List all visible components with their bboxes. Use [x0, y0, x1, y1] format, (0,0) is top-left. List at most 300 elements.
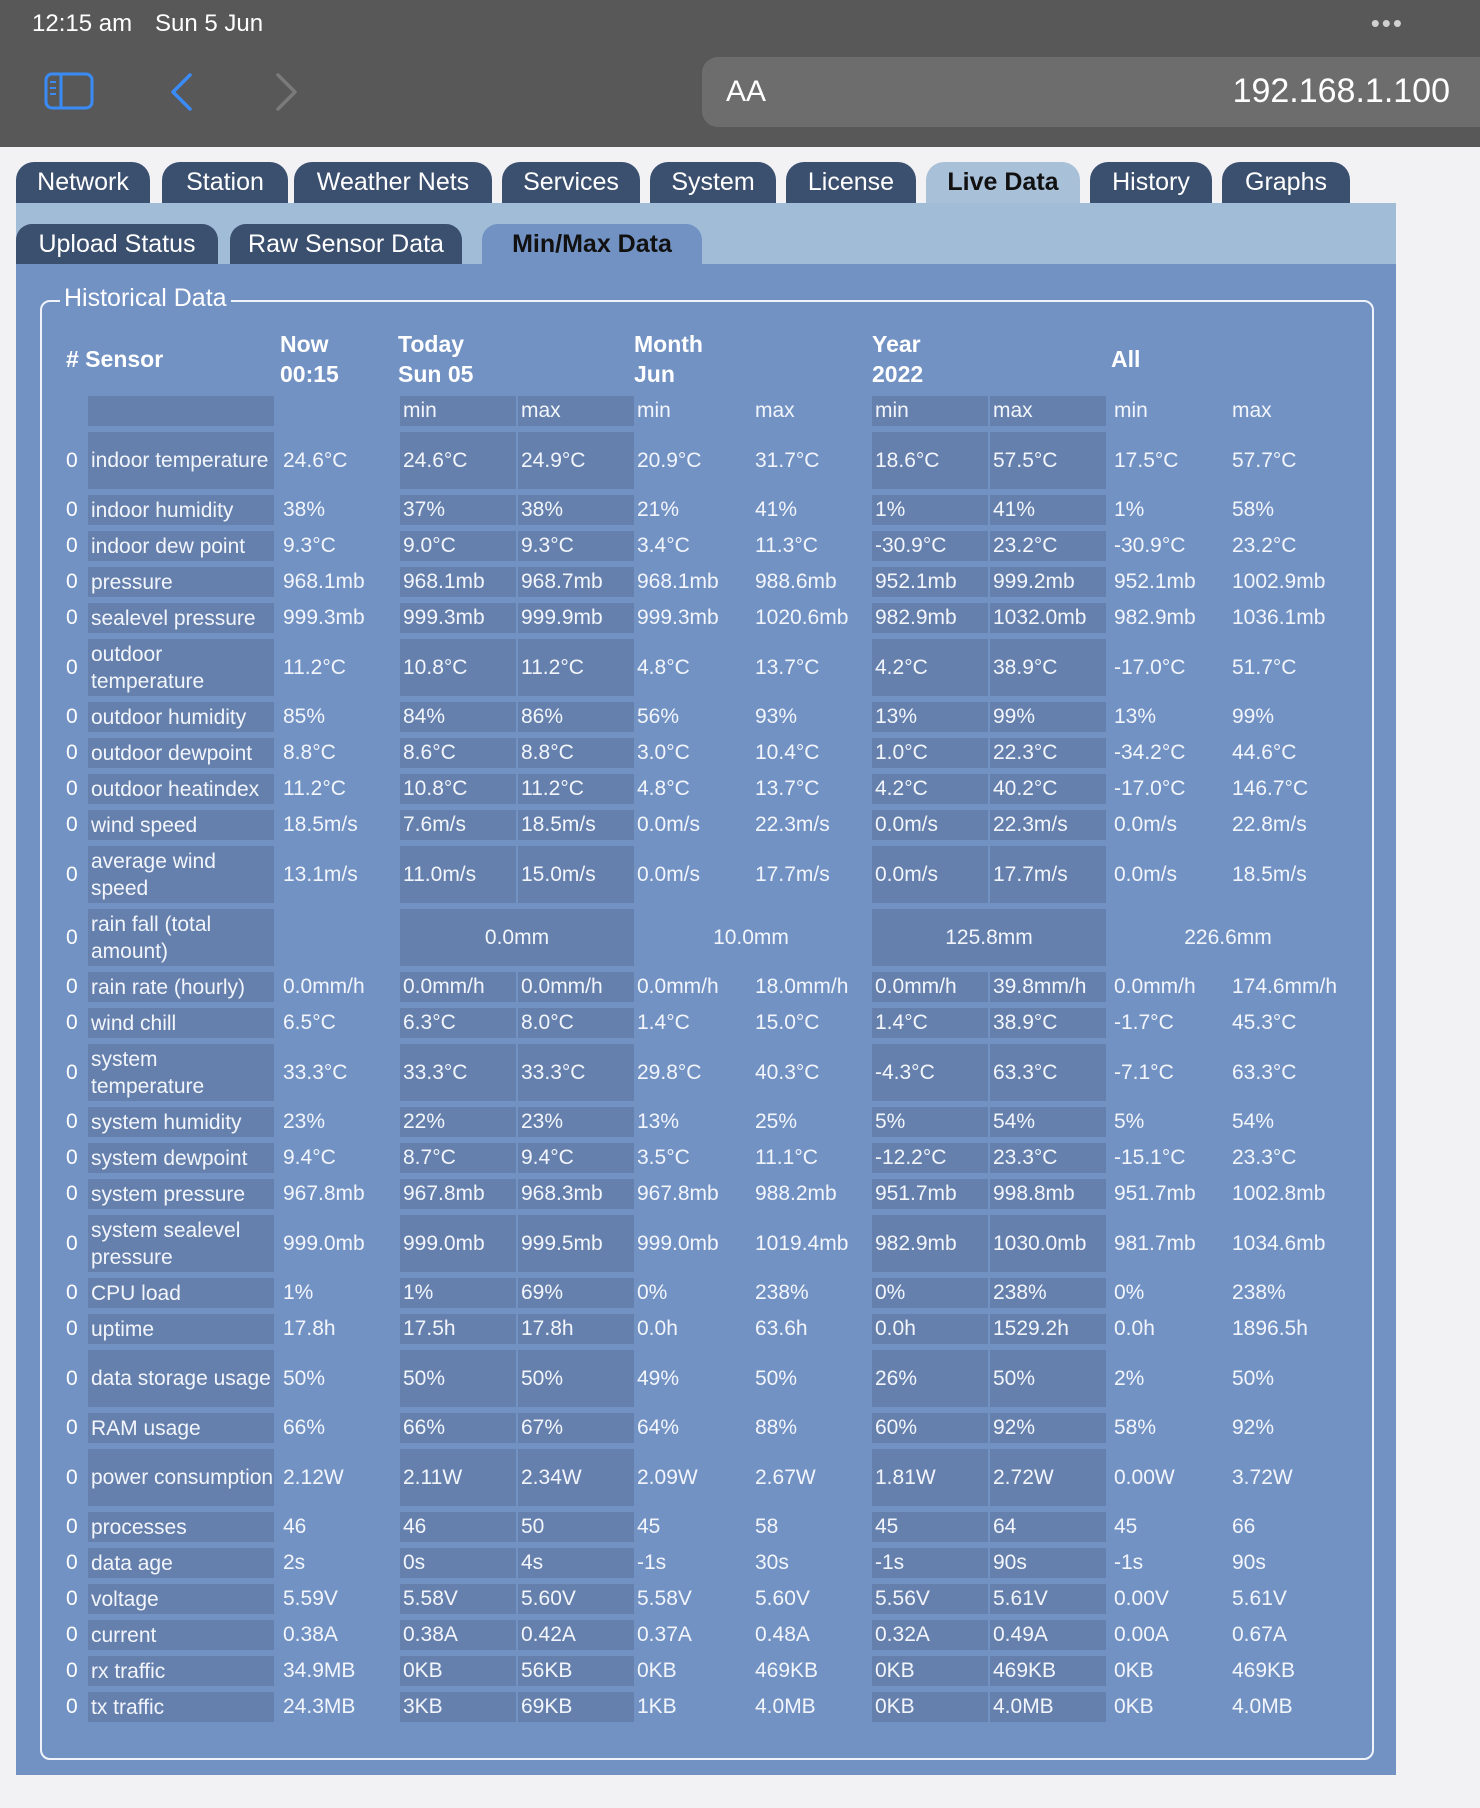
row-index: 0 — [66, 925, 78, 949]
min-value: 999.3mb — [400, 603, 516, 633]
now-value: 11.2°C — [283, 655, 346, 679]
min-value: 0KB — [400, 1656, 516, 1686]
now-value: 999.0mb — [283, 1231, 365, 1255]
now-value: 46 — [283, 1515, 307, 1538]
sensor-name: system temperature — [88, 1044, 274, 1101]
subheader-max: max — [518, 396, 634, 426]
merged-value: 226.6mm — [1184, 925, 1272, 949]
min-value: 0.00A — [1114, 1623, 1169, 1646]
now-value: 2s — [283, 1551, 306, 1574]
max-value: 238% — [755, 1281, 809, 1304]
max-value: 17.7m/s — [990, 846, 1106, 903]
max-value: 8.0°C — [518, 1008, 634, 1038]
min-value: 0.0m/s — [637, 862, 701, 886]
min-value: 999.3mb — [637, 606, 719, 629]
now-value: 2.12W — [283, 1465, 344, 1489]
now-value: 967.8mb — [283, 1182, 365, 1205]
sensor-name: outdoor temperature — [88, 639, 274, 696]
max-value: 15.0m/s — [518, 846, 634, 903]
min-value: 8.7°C — [400, 1143, 516, 1173]
min-value: 1% — [872, 495, 988, 525]
back-icon[interactable] — [168, 72, 194, 112]
max-value: 5.61V — [1232, 1587, 1287, 1610]
row-index: 0 — [66, 570, 78, 593]
min-value: 60% — [872, 1413, 988, 1443]
min-value: 0KB — [1114, 1659, 1154, 1682]
max-value: 38.9°C — [990, 639, 1106, 696]
max-value: 2.67W — [755, 1465, 816, 1489]
min-value: 64% — [637, 1416, 680, 1439]
sensor-name: processes — [88, 1512, 274, 1542]
min-value: -17.0°C — [1114, 777, 1186, 800]
max-value: 11.2°C — [518, 774, 634, 804]
min-value: 1% — [1114, 498, 1145, 521]
now-value: 9.4°C — [283, 1146, 336, 1169]
min-value: 999.0mb — [637, 1231, 719, 1255]
min-value: 33.3°C — [400, 1044, 516, 1101]
row-index: 0 — [66, 705, 78, 728]
row-index: 0 — [66, 1060, 78, 1084]
min-value: 0% — [637, 1281, 668, 1304]
min-value: 13% — [637, 1110, 680, 1133]
max-value: 998.8mb — [990, 1179, 1106, 1209]
max-value: 4.0MB — [755, 1695, 816, 1718]
subheader-min: min — [637, 399, 671, 422]
max-value: 9.3°C — [518, 531, 634, 561]
min-value: 66% — [400, 1413, 516, 1443]
min-value: -15.1°C — [1114, 1146, 1186, 1169]
subtab-min-max-data[interactable]: Min/Max Data — [482, 224, 702, 264]
row-index: 0 — [66, 606, 78, 629]
row-index: 0 — [66, 1366, 78, 1390]
max-value: 50 — [518, 1512, 634, 1542]
max-value: 11.2°C — [518, 639, 634, 696]
min-value: 24.6°C — [400, 432, 516, 489]
min-value: -30.9°C — [1114, 534, 1186, 557]
sensor-name: system pressure — [88, 1179, 274, 1209]
min-value: -1s — [872, 1548, 988, 1578]
max-value: 45.3°C — [1232, 1011, 1297, 1034]
sensor-name: pressure — [88, 567, 274, 597]
url-text[interactable]: 192.168.1.100 — [1232, 72, 1450, 110]
row-index: 0 — [66, 1623, 78, 1646]
row-index: 0 — [66, 1281, 78, 1304]
header-all: All — [1111, 346, 1141, 372]
min-value: 37% — [400, 495, 516, 525]
max-value: 22.3°C — [990, 738, 1106, 768]
sensor-name: wind speed — [88, 810, 274, 840]
tab-history[interactable]: History — [1090, 162, 1212, 203]
sensor-name: system humidity — [88, 1107, 274, 1137]
sensor-name: RAM usage — [88, 1413, 274, 1443]
min-value: 0.00W — [1114, 1465, 1175, 1489]
min-value: 0KB — [1114, 1695, 1154, 1718]
min-value: 29.8°C — [637, 1060, 702, 1084]
max-value: 1034.6mb — [1232, 1231, 1326, 1255]
min-value: 10.8°C — [400, 774, 516, 804]
header-year: Year 2022 — [872, 331, 924, 387]
max-value: 10.4°C — [755, 741, 820, 764]
min-value: 967.8mb — [637, 1182, 719, 1205]
section-title: Historical Data — [60, 284, 231, 313]
now-value: 50% — [283, 1366, 326, 1390]
max-value: 999.2mb — [990, 567, 1106, 597]
now-value: 9.3°C — [283, 534, 336, 557]
min-value: 20.9°C — [637, 448, 702, 472]
min-value: 0.38A — [400, 1620, 516, 1650]
merged-value: 125.8mm — [872, 909, 1106, 966]
max-value: 4.0MB — [990, 1692, 1106, 1722]
row-index: 0 — [66, 448, 78, 472]
min-value: 0% — [1114, 1281, 1145, 1304]
max-value: 63.3°C — [1232, 1060, 1297, 1084]
min-value: 50% — [400, 1350, 516, 1407]
max-value: 0.48A — [755, 1623, 810, 1646]
min-value: 46 — [400, 1512, 516, 1542]
text-size-button[interactable]: AA — [726, 75, 767, 108]
min-value: 11.0m/s — [400, 846, 516, 903]
sensor-name: indoor dew point — [88, 531, 274, 561]
min-value: 2.11W — [400, 1449, 516, 1506]
min-value: 952.1mb — [1114, 570, 1196, 593]
min-value: -1s — [637, 1551, 667, 1574]
min-value: 13% — [872, 702, 988, 732]
max-value: 22.3m/s — [755, 813, 830, 836]
max-value: 15.0°C — [755, 1011, 820, 1034]
min-value: 1.81W — [872, 1449, 988, 1506]
row-index: 0 — [66, 534, 78, 557]
now-value: 17.8h — [283, 1317, 336, 1340]
max-value: 50% — [1232, 1366, 1275, 1390]
max-value: 968.7mb — [518, 567, 634, 597]
sidebar-toggle-icon[interactable] — [44, 72, 94, 110]
sensor-name: data storage usage — [88, 1350, 274, 1407]
max-value: 30s — [755, 1551, 789, 1574]
min-value: -34.2°C — [1114, 741, 1186, 764]
max-value: 3.72W — [1232, 1465, 1293, 1489]
sensor-name: current — [88, 1620, 274, 1650]
status-time: 12:15 am — [32, 10, 133, 37]
min-value: 18.6°C — [872, 432, 988, 489]
max-value: 469KB — [1232, 1659, 1296, 1682]
min-value: -1.7°C — [1114, 1011, 1174, 1034]
max-value: 2.34W — [518, 1449, 634, 1506]
max-value: 86% — [518, 702, 634, 732]
max-value: 39.8mm/h — [990, 972, 1106, 1002]
max-value: 1036.1mb — [1232, 606, 1326, 629]
sensor-name: power consumption — [88, 1449, 274, 1506]
now-value: 66% — [283, 1416, 326, 1439]
max-value: 25% — [755, 1110, 798, 1133]
max-value: 968.3mb — [518, 1179, 634, 1209]
min-value: 49% — [637, 1366, 680, 1390]
min-value: 999.0mb — [400, 1215, 516, 1272]
min-value: 0.0m/s — [872, 810, 988, 840]
min-value: 2.09W — [637, 1465, 698, 1489]
row-index: 0 — [66, 1659, 78, 1682]
max-value: 1019.4mb — [755, 1231, 849, 1255]
max-value: 93% — [755, 705, 798, 728]
sensor-name: outdoor heatindex — [88, 774, 274, 804]
sensor-name: indoor humidity — [88, 495, 274, 525]
row-index: 0 — [66, 1182, 78, 1205]
subheader-min: min — [400, 396, 516, 426]
tab-graphs[interactable]: Graphs — [1222, 162, 1350, 203]
max-value: 8.8°C — [518, 738, 634, 768]
row-index: 0 — [66, 1416, 78, 1439]
row-index: 0 — [66, 1465, 78, 1489]
max-value: 92% — [990, 1413, 1106, 1443]
max-value: 469KB — [990, 1656, 1106, 1686]
row-index: 0 — [66, 498, 78, 521]
row-index: 0 — [66, 813, 78, 836]
max-value: 1020.6mb — [755, 606, 849, 629]
min-value: 0.0m/s — [1114, 813, 1178, 836]
max-value: 11.1°C — [755, 1146, 818, 1169]
merged-value: 0.0mm — [400, 909, 634, 966]
max-value: 44.6°C — [1232, 741, 1297, 764]
min-value: 951.7mb — [1114, 1182, 1196, 1205]
now-value: 5.59V — [283, 1587, 338, 1610]
max-value: 64 — [990, 1512, 1106, 1542]
min-value: 0.0m/s — [637, 813, 701, 836]
row-index: 0 — [66, 1695, 78, 1718]
now-value: 13.1m/s — [283, 862, 358, 886]
min-value: 5.58V — [637, 1587, 692, 1610]
min-value: 1.0°C — [872, 738, 988, 768]
min-value: -30.9°C — [872, 531, 988, 561]
min-value: 3KB — [400, 1692, 516, 1722]
max-value: 17.7m/s — [755, 862, 830, 886]
sensor-name: system dewpoint — [88, 1143, 274, 1173]
row-index: 0 — [66, 1146, 78, 1169]
min-value: 17.5h — [400, 1314, 516, 1344]
max-value: 41% — [755, 498, 798, 521]
max-value: 5.60V — [518, 1584, 634, 1614]
now-value: 38% — [283, 498, 326, 521]
forward-icon[interactable] — [274, 72, 300, 112]
row-index: 0 — [66, 655, 78, 679]
subtab-raw-sensor-data[interactable]: Raw Sensor Data — [230, 224, 462, 264]
max-value: 23.2°C — [990, 531, 1106, 561]
min-value: 0KB — [872, 1656, 988, 1686]
max-value: 469KB — [755, 1659, 819, 1682]
min-value: 982.9mb — [872, 1215, 988, 1272]
max-value: 0.67A — [1232, 1623, 1287, 1646]
max-value: 24.9°C — [518, 432, 634, 489]
max-value: 9.4°C — [518, 1143, 634, 1173]
row-index: 0 — [66, 1011, 78, 1034]
max-value: 38.9°C — [990, 1008, 1106, 1038]
now-value: 34.9MB — [283, 1659, 356, 1682]
max-value: 90s — [1232, 1551, 1266, 1574]
max-value: 90s — [990, 1548, 1106, 1578]
max-value: 50% — [990, 1350, 1106, 1407]
subtab-upload-status[interactable]: Upload Status — [16, 224, 218, 264]
max-value: 63.3°C — [990, 1044, 1106, 1101]
tab-live-data[interactable]: Live Data — [926, 162, 1080, 203]
min-value: 13% — [1114, 705, 1157, 728]
max-value: 17.8h — [518, 1314, 634, 1344]
max-value: 13.7°C — [755, 777, 820, 800]
now-value: 18.5m/s — [283, 813, 358, 836]
max-value: 4.0MB — [1232, 1695, 1293, 1718]
sensor-name: rain rate (hourly) — [88, 972, 274, 1002]
now-value: 0.38A — [283, 1623, 338, 1646]
sensor-name: system sealevel pressure — [88, 1215, 274, 1272]
max-value: 18.5m/s — [518, 810, 634, 840]
max-value: 238% — [990, 1278, 1106, 1308]
max-value: 1002.8mb — [1232, 1182, 1326, 1205]
header-month: Month Jun — [634, 331, 703, 387]
max-value: 31.7°C — [755, 448, 820, 472]
min-value: 0s — [400, 1548, 516, 1578]
min-value: 0KB — [872, 1692, 988, 1722]
min-value: 0% — [872, 1278, 988, 1308]
min-value: 17.5°C — [1114, 448, 1179, 472]
tab-system[interactable]: System — [650, 162, 776, 203]
max-value: 92% — [1232, 1416, 1275, 1439]
min-value: -1s — [1114, 1551, 1144, 1574]
min-value: 1KB — [637, 1695, 677, 1718]
min-value: 84% — [400, 702, 516, 732]
now-value: 1% — [283, 1281, 314, 1304]
min-value: 0.0h — [1114, 1317, 1155, 1340]
min-value: 0.0m/s — [872, 846, 988, 903]
max-value: 23.2°C — [1232, 534, 1297, 557]
subheader-blank — [88, 396, 274, 426]
min-value: 5.56V — [872, 1584, 988, 1614]
min-value: 3.0°C — [637, 741, 690, 764]
min-value: 4.8°C — [637, 655, 690, 679]
max-value: 174.6mm/h — [1232, 975, 1338, 998]
max-value: 5.61V — [990, 1584, 1106, 1614]
row-index: 0 — [66, 1587, 78, 1610]
min-value: 58% — [1114, 1416, 1157, 1439]
min-value: 8.6°C — [400, 738, 516, 768]
min-value: 56% — [637, 705, 680, 728]
address-bar[interactable] — [702, 57, 1480, 127]
max-value: 1032.0mb — [990, 603, 1106, 633]
max-value: 22.3m/s — [990, 810, 1106, 840]
max-value: 988.6mb — [755, 570, 837, 593]
max-value: 238% — [1232, 1281, 1286, 1304]
row-index: 0 — [66, 777, 78, 800]
min-value: 4.2°C — [872, 639, 988, 696]
min-value: 0.0h — [637, 1317, 678, 1340]
tab-license[interactable]: License — [786, 162, 916, 203]
min-value: 3.4°C — [637, 534, 690, 557]
min-value: 0.0mm/h — [400, 972, 516, 1002]
now-value: 33.3°C — [283, 1060, 348, 1084]
min-value: 5.58V — [400, 1584, 516, 1614]
max-value: 988.2mb — [755, 1182, 837, 1205]
max-value: 5.60V — [755, 1587, 810, 1610]
tab-network[interactable]: Network — [16, 162, 150, 203]
row-index: 0 — [66, 1551, 78, 1574]
max-value: 23% — [518, 1107, 634, 1137]
min-value: 6.3°C — [400, 1008, 516, 1038]
row-index: 0 — [66, 1515, 78, 1538]
max-value: 23.3°C — [990, 1143, 1106, 1173]
tab-weather-nets[interactable]: Weather Nets — [294, 162, 492, 203]
max-value: 1896.5h — [1232, 1317, 1308, 1340]
now-value: 8.8°C — [283, 741, 336, 764]
min-value: 9.0°C — [400, 531, 516, 561]
max-value: 33.3°C — [518, 1044, 634, 1101]
max-value: 1529.2h — [990, 1314, 1106, 1344]
sensor-name: indoor temperature — [88, 432, 274, 489]
min-value: 0.32A — [872, 1620, 988, 1650]
min-value: -4.3°C — [872, 1044, 988, 1101]
sensor-name: CPU load — [88, 1278, 274, 1308]
max-value: 88% — [755, 1416, 798, 1439]
tab-services[interactable]: Services — [502, 162, 640, 203]
now-value: 23% — [283, 1110, 326, 1133]
max-value: 0.42A — [518, 1620, 634, 1650]
now-value: 24.3MB — [283, 1695, 356, 1718]
min-value: 0.37A — [637, 1623, 692, 1646]
row-index: 0 — [66, 1231, 78, 1255]
min-value: 21% — [637, 498, 680, 521]
min-value: 4.8°C — [637, 777, 690, 800]
max-value: 58 — [755, 1515, 779, 1538]
min-value: 982.9mb — [1114, 606, 1196, 629]
min-value: 981.7mb — [1114, 1231, 1196, 1255]
tab-station[interactable]: Station — [162, 162, 288, 203]
max-value: 56KB — [518, 1656, 634, 1686]
sensor-name: tx traffic — [88, 1692, 274, 1722]
max-value: 1030.0mb — [990, 1215, 1106, 1272]
min-value: 1.4°C — [872, 1008, 988, 1038]
min-value: 45 — [637, 1515, 661, 1538]
subheader-max: max — [990, 396, 1106, 426]
max-value: 0.49A — [990, 1620, 1106, 1650]
sensor-name: average wind speed — [88, 846, 274, 903]
max-value: 41% — [990, 495, 1106, 525]
more-icon[interactable]: ••• — [1370, 8, 1404, 38]
subheader-min: min — [1114, 399, 1148, 422]
max-value: 54% — [990, 1107, 1106, 1137]
max-value: 18.0mm/h — [755, 975, 849, 998]
max-value: 38% — [518, 495, 634, 525]
max-value: 13.7°C — [755, 655, 820, 679]
sensor-name: data age — [88, 1548, 274, 1578]
max-value: 50% — [755, 1366, 798, 1390]
now-value: 85% — [283, 705, 326, 728]
max-value: 23.3°C — [1232, 1146, 1297, 1169]
min-value: 22% — [400, 1107, 516, 1137]
subheader-max: max — [1232, 399, 1272, 422]
max-value: 4s — [518, 1548, 634, 1578]
max-value: 99% — [990, 702, 1106, 732]
max-value: 11.3°C — [755, 534, 818, 557]
header-sensor: # Sensor — [66, 346, 164, 372]
min-value: 0.0mm/h — [637, 975, 719, 998]
sensor-name: outdoor humidity — [88, 702, 274, 732]
max-value: 146.7°C — [1232, 777, 1309, 800]
now-value: 6.5°C — [283, 1011, 336, 1034]
max-value: 57.7°C — [1232, 448, 1297, 472]
sensor-name: rx traffic — [88, 1656, 274, 1686]
sensor-name: wind chill — [88, 1008, 274, 1038]
min-value: 1% — [400, 1278, 516, 1308]
max-value: 22.8m/s — [1232, 813, 1307, 836]
sensor-name: sealevel pressure — [88, 603, 274, 633]
min-value: 7.6m/s — [400, 810, 516, 840]
header-now: Now 00:15 — [280, 331, 339, 387]
max-value: 999.5mb — [518, 1215, 634, 1272]
